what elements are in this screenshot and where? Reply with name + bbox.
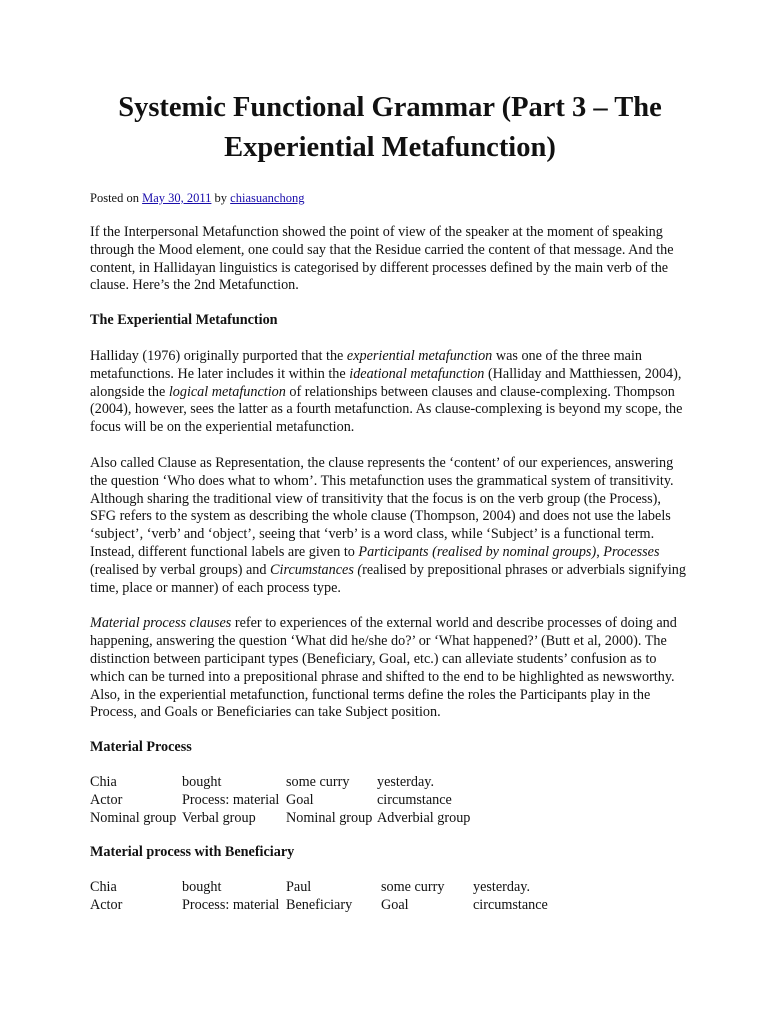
table-cell: circumstance	[473, 896, 548, 913]
table-cell: circumstance	[377, 791, 452, 808]
author-link[interactable]: chiasuanchong	[230, 191, 305, 205]
article	[90, 88, 690, 915]
table-row	[90, 810, 470, 828]
table-cell: Nominal group	[90, 809, 177, 826]
table-row	[90, 897, 548, 915]
table-cell: Process: material	[182, 791, 280, 808]
paragraph-halliday: Halliday (1976) originally purported that the experiential metafunction was one of the three main metafunctions. He later includes it within the ideational metafunction (Halliday and Matthiessen, 2004), alongside the logical metafunction of relationships between clauses and clause-complexing. Thompson (2004), however, sees the latter as a fourth metafunction. As clause-complexing is beyond my scope, the focus will be on the experiential metafunction.	[90, 347, 683, 436]
section-heading-material-process: Material Process	[90, 739, 192, 756]
table-row	[90, 792, 470, 810]
table-cell: Paul	[286, 879, 312, 896]
paragraph-representation: Also called Clause as Representation, the clause represents the ‘content’ of our experiences, answering the question ‘Who does what to whom’. This metafunction uses the grammatical system of transitivity. Although sharing the traditional view of transitivity that the focus is on the verb group (the Process), SFG refers to the system as describing the whole clause (Thompson, 2004) and does not use the labels ‘subject’, ‘verb’ and ‘object’, seeing that ‘verb’ is a word class, while ‘Subject’ is a functional term. Instead, different functional labels are given to Participants (realised by nominal groups), Processes (realised by verbal groups) and Circumstances (realised by prepositional phrases or adverbials signifying time, place or manner) of each process type.	[90, 454, 686, 596]
table-cell: Chia	[90, 879, 117, 896]
posted-label: Posted on	[90, 191, 143, 205]
table-cell: Beneficiary	[286, 896, 353, 913]
post-date-link[interactable]: May 30, 2011	[142, 191, 212, 205]
table-cell: yesterday.	[473, 879, 530, 896]
article-title: Systemic Functional Grammar (Part 3 – The Experiential Metafunction)	[118, 92, 662, 163]
beneficiary-table	[90, 879, 548, 915]
paragraph-material: Material process clauses refer to experiences of the external world and describe processes of doing and happening, answering the question ‘What did he/she do?’ or ‘What happened?’ (Butt et al, 2000). The distinction between participant types (Beneficiary, Goal, etc.) can alleviate students’ confusion as to which can be turned into a prepositional phrase and shifted to the end to be highlighted as newsworthy. Also, in the experiential metafunction, functional terms define the roles the Participants play in the Process, and Goals or Beneficiaries can take Subject position.	[90, 615, 677, 721]
intro-paragraph: If the Interpersonal Metafunction showed the point of view of the speaker at the moment of speaking through the Mood element, one could say that the Residue carried the content of that message. And the content, in Hallidayan linguistics is categorised by different processes defined by the main verb of the clause. Here’s the 2nd Metafunction.	[90, 224, 674, 294]
table-cell: bought	[182, 879, 222, 896]
table-cell: Goal	[286, 791, 314, 808]
table-cell: Verbal group	[182, 809, 256, 826]
by-label: by	[211, 191, 231, 205]
table-cell: Actor	[90, 896, 123, 913]
table-cell: some curry	[286, 773, 350, 790]
table-cell: Adverbial group	[377, 809, 471, 826]
table-cell: Nominal group	[286, 809, 373, 826]
material-process-table	[90, 774, 470, 827]
table-cell: bought	[182, 773, 222, 790]
table-row	[90, 774, 470, 792]
table-cell: some curry	[381, 879, 445, 896]
table-row	[90, 879, 548, 897]
table-cell: Chia	[90, 773, 117, 790]
table-cell: Process: material	[182, 896, 280, 913]
table-cell: Goal	[381, 896, 409, 913]
section-heading-experiential: The Experiential Metafunction	[90, 312, 278, 329]
post-meta	[90, 190, 690, 206]
section-heading-beneficiary: Material process with Beneficiary	[90, 844, 295, 861]
table-cell: yesterday.	[377, 773, 434, 790]
table-cell: Actor	[90, 791, 123, 808]
